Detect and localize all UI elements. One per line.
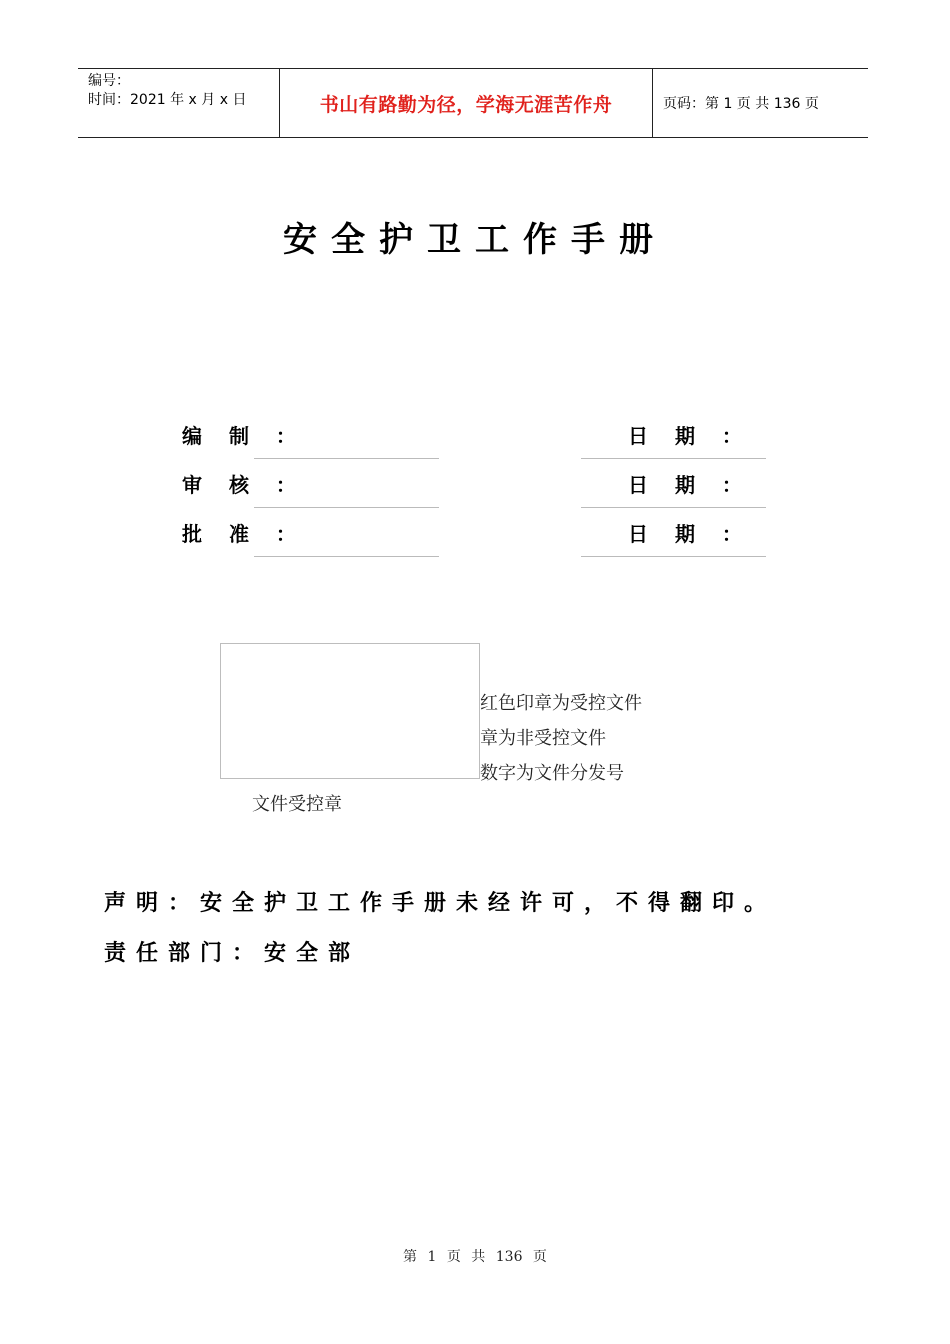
review-signature-line xyxy=(254,507,439,508)
signature-row-compile xyxy=(0,420,950,470)
responsible-department: 责任部门：安全部 xyxy=(104,941,361,966)
document-header xyxy=(78,68,868,138)
signature-row-approve xyxy=(0,518,950,568)
document-title: 安全护卫工作手册 xyxy=(283,220,667,260)
stamp-notes xyxy=(480,686,642,791)
code-label: 编号： xyxy=(88,73,130,89)
approve-signature-line xyxy=(254,556,439,557)
time-label: 时间：2021 年 x 月 x 日 xyxy=(88,92,247,108)
compile-date-label: 日 期 ： xyxy=(628,424,752,448)
header-page-cell xyxy=(653,69,868,137)
motto: 书山有路勤为径，学海无涯苦作舟 xyxy=(319,93,613,116)
page-footer: 第 1 页 共 136 页 xyxy=(403,1249,547,1265)
statement: 声明：安全护卫工作手册未经许可，不得翻印。 xyxy=(104,891,777,916)
page-label: 页码：第 1 页 共 136 页 xyxy=(663,96,819,112)
compile-date-line xyxy=(581,458,766,459)
review-date-line xyxy=(581,507,766,508)
stamp-note: 章为非受控文件 xyxy=(480,728,606,749)
approve-label: 批 准 ： xyxy=(182,522,306,546)
approve-date-line xyxy=(581,556,766,557)
header-info-cell xyxy=(78,69,280,137)
stamp-note: 红色印章为受控文件 xyxy=(480,693,642,714)
review-date-label: 日 期 ： xyxy=(628,473,752,497)
stamp-note: 数字为文件分发号 xyxy=(480,763,624,784)
approve-date-label: 日 期 ： xyxy=(628,522,752,546)
compile-label: 编 制 ： xyxy=(182,424,306,448)
review-label: 审 核 ： xyxy=(182,473,306,497)
compile-signature-line xyxy=(254,458,439,459)
header-motto-cell xyxy=(280,69,653,137)
stamp-caption: 文件受控章 xyxy=(252,794,342,815)
control-stamp-box xyxy=(220,643,480,779)
signature-row-review xyxy=(0,469,950,519)
